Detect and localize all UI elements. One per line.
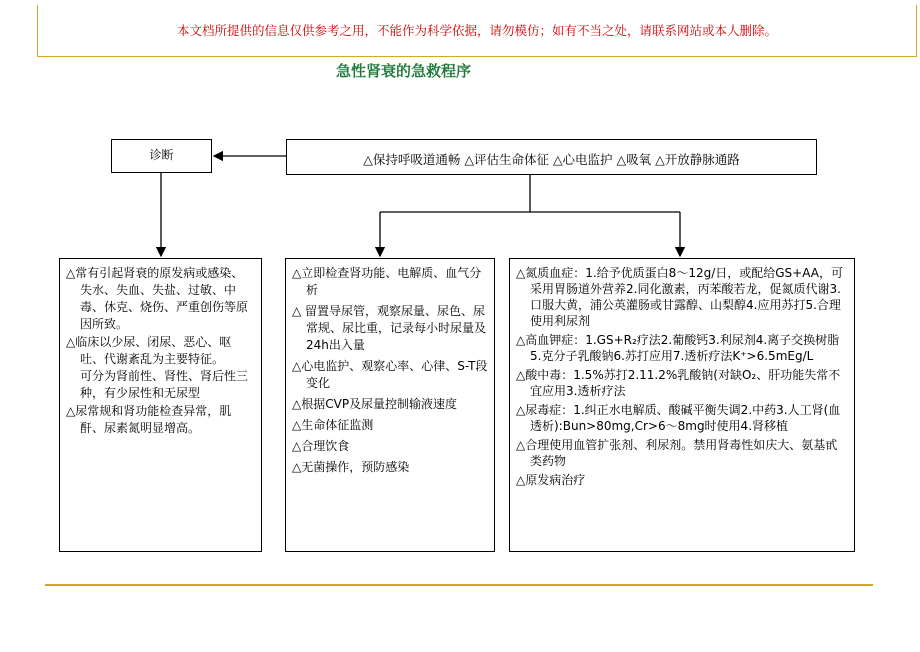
treatment-item: △氮质血症：1.给予优质蛋白8～12g/日，或配给GS+AA，可采用胃肠道外营养2.同化激素，丙苯酸若龙，促氮质代谢3.口服大黄，浦公英灌肠或甘露醇、山梨醇4.应用苏打5.合理使用利尿剂: [516, 266, 843, 328]
disclaimer-text: 本文档所提供的信息仅供参考之用，不能作为科学依据，请勿模仿；如有不当之处，请联系网站或本人删除。: [176, 23, 777, 38]
diagnosis-label: 诊断: [149, 148, 174, 162]
treatment-item: △高血钾症：1.GS+R₂疗法2.葡酸钙3.利尿剂4.离子交换树脂5.克分子乳酸钠6.苏打应用7.透析疗法K⁺>6.5mEg/L: [516, 333, 840, 363]
monitoring-item: △无菌操作，预防感染: [292, 460, 410, 474]
criteria-item: △常有引起肾衰的原发病或感染、失水、失血、失盐、过敏、中毒、休克、烧伤、严重创伤等原因所致。: [66, 266, 249, 331]
monitoring-item: △生命体征监测: [292, 418, 374, 432]
monitoring-item: △ 留置导尿管，观察尿量、尿色、尿常规、尿比重，记录每小时尿量及24h出入量: [292, 304, 487, 352]
treatment-item: △原发病治疗: [516, 473, 586, 487]
criteria-item: △临床以少尿、闭尿、恶心、呕吐、代谢紊乱为主要特征。 可分为肾前性、肾性、肾后性三种，有少尿性和无尿型: [66, 335, 249, 400]
monitoring-item: △合理饮食: [292, 439, 350, 453]
monitoring-item: △心电监护、观察心率、心律、S-T段变化: [292, 359, 488, 390]
monitoring-item: △立即检查肾功能、电解质、血气分析: [292, 266, 482, 297]
first-actions-box: [286, 139, 817, 175]
page-title: 急性肾衰的急救程序: [336, 62, 472, 80]
treatment-item: △酸中毒：1.5%苏打2.11.2%乳酸钠(对缺O₂、肝功能失常不宜应用3.透析疗法: [516, 368, 841, 398]
first-actions-text: △保持呼吸道通畅 △评估生命体征 △心电监护 △吸氧 △开放静脉通路: [363, 152, 740, 167]
monitoring-box: [285, 258, 495, 552]
treatment-item: △尿毒症：1.纠正水电解质、酸碱平衡失调2.中药3.人工肾(血透析):Bun>80mg,Cr>6～8mg时使用4.肾移植: [516, 403, 841, 433]
diagnosis-criteria-box: [59, 258, 262, 552]
monitoring-item: △根据CVP及尿量控制输液速度: [292, 397, 458, 411]
criteria-item: △尿常规和肾功能检查异常，肌酐、尿素氮明显增高。: [66, 404, 232, 435]
treatment-box: [509, 258, 855, 552]
diagnosis-box: [111, 139, 212, 173]
footer-divider: [45, 584, 873, 586]
treatment-item: △合理使用血管扩张剂、利尿剂。禁用肾毒性如庆大、氨基甙类药物: [516, 438, 838, 468]
